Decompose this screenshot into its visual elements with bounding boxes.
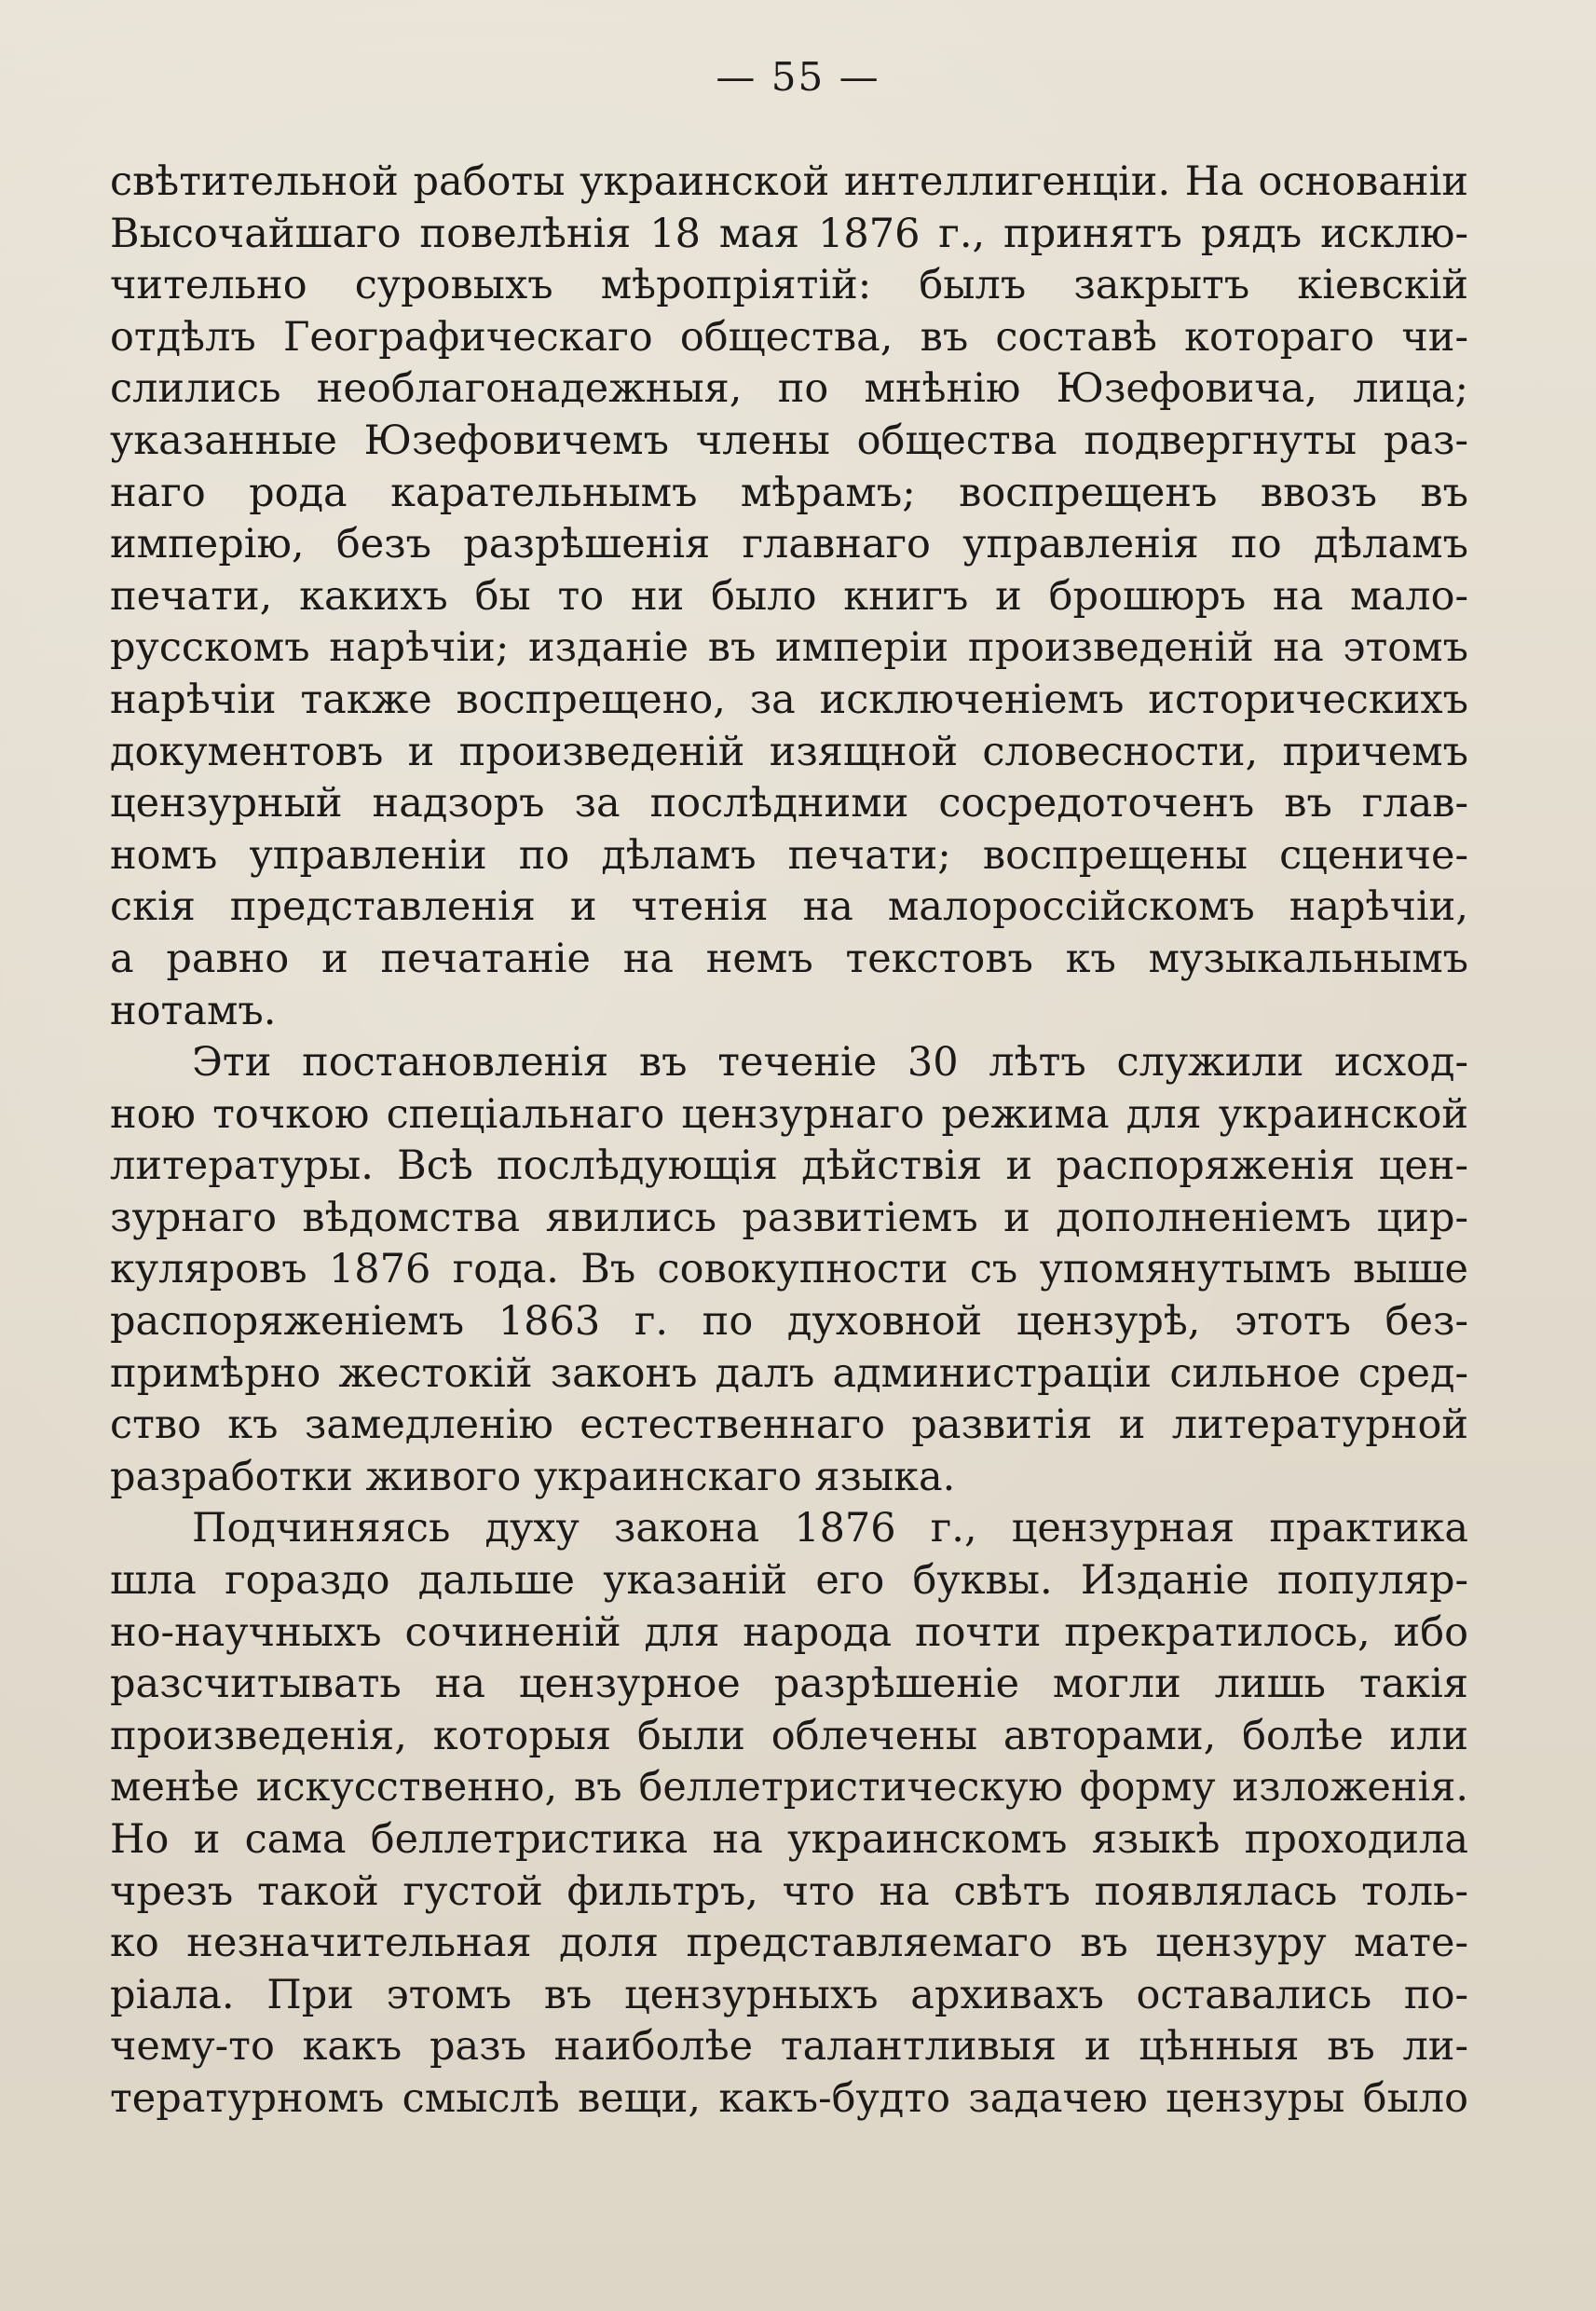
paragraph-1 [110,157,1468,1037]
text-line: Но и сама беллетристика на украинскомъ языкѣ проходила [110,1816,1468,1863]
text-line: номъ управленіи по дѣламъ печати; воспрещены сцениче- [110,831,1468,879]
text-line: менѣе искусственно, въ беллетристическую форму изложенія. [110,1764,1468,1812]
text-line: имперію, безъ разрѣшенія главнаго управленія по дѣламъ [110,521,1468,568]
text-line: цензурный надзоръ за послѣдними сосредоточенъ въ глав- [110,780,1468,827]
text-line: чрезъ такой густой фильтръ, что на свѣтъ появлялась толь- [110,1867,1468,1915]
text-line: примѣрно жестокій законъ далъ администраціи сильное сред- [110,1349,1468,1397]
text-line: печати, какихъ бы то ни было книгъ и брошюръ на мало- [110,572,1468,620]
text-line: распоряженіемъ 1863 г. по духовной цензурѣ, этотъ без- [110,1298,1468,1346]
paragraph-3 [110,1503,1468,2125]
text-line: скія представленія и чтенія на малороссійскомъ нарѣчіи, [110,883,1468,931]
text-line: ко незначительная доля представляемаго въ цензуру мате- [110,1920,1468,1967]
text-line: зурнаго вѣдомства явились развитіемъ и дополненіемъ цир- [110,1194,1468,1241]
text-line: нарѣчіи также воспрещено, за исключеніемъ историческихъ [110,676,1468,723]
text-line: указанные Юзефовичемъ члены общества подвергнуты раз- [110,417,1468,464]
text-line: тературномъ смыслѣ вещи, какъ-будто задачею цензуры было [110,2074,1468,2122]
text-line: Эти постановленія въ теченіе 30 лѣтъ служили исход- [192,1039,1468,1087]
text-line: свѣтительной работы украинской интеллигенціи. На основаніи [110,158,1468,205]
paragraph-2 [110,1037,1468,1503]
text-line: нотамъ. [110,987,277,1034]
text-line: литературы. Всѣ послѣдующія дѣйствія и распоряженія цен- [110,1142,1468,1190]
text-line: наго рода карательнымъ мѣрамъ; воспрещенъ ввозъ въ [110,469,1468,516]
text-line: слились необлагонадежныя, по мнѣнію Юзефовича, лица; [110,365,1468,413]
text-line: документовъ и произведеній изящной словесности, причемъ [110,728,1468,775]
body-text [110,157,1468,2126]
text-line: ство къ замедленію естественнаго развитія и литературной [110,1402,1468,1449]
page-number: — 55 — [716,54,880,100]
text-line: разсчитывать на цензурное разрѣшеніе могли лишь такія [110,1661,1468,1708]
text-line: отдѣлъ Географическаго общества, въ составѣ котораго чи- [110,313,1468,361]
text-line: шла гораздо дальше указаній его буквы. Изданіе популяр- [110,1557,1468,1605]
text-line: куляровъ 1876 года. Въ совокупности съ упомянутымъ выше [110,1246,1468,1293]
text-line: произведенія, которыя были облечены авторами, болѣе или [110,1712,1468,1759]
text-line: Подчиняясь духу закона 1876 г., цензурная практика [192,1505,1468,1552]
text-line: русскомъ нарѣчіи; изданіе въ имперіи произведеній на этомъ [110,624,1468,672]
text-line: ріала. При этомъ въ цензурныхъ архивахъ оставались по- [110,1971,1468,2018]
text-line: а равно и печатаніе на немъ текстовъ къ музыкальнымъ [110,935,1468,982]
text-line: чему-то какъ разъ наиболѣе талантливыя и цѣнныя въ ли- [110,2023,1468,2071]
text-line: разработки живого украинскаго языка. [110,1453,956,1500]
text-line: Высочайшаго повелѣнія 18 мая 1876 г., принятъ рядъ исклю- [110,210,1468,257]
text-line: но-научныхъ сочиненій для народа почти прекратилось, ибо [110,1608,1468,1656]
text-line: чительно суровыхъ мѣропріятій: былъ закрытъ кіевскій [110,262,1468,309]
text-line: ною точкою спеціальнаго цензурнаго режима для украинской [110,1090,1468,1138]
